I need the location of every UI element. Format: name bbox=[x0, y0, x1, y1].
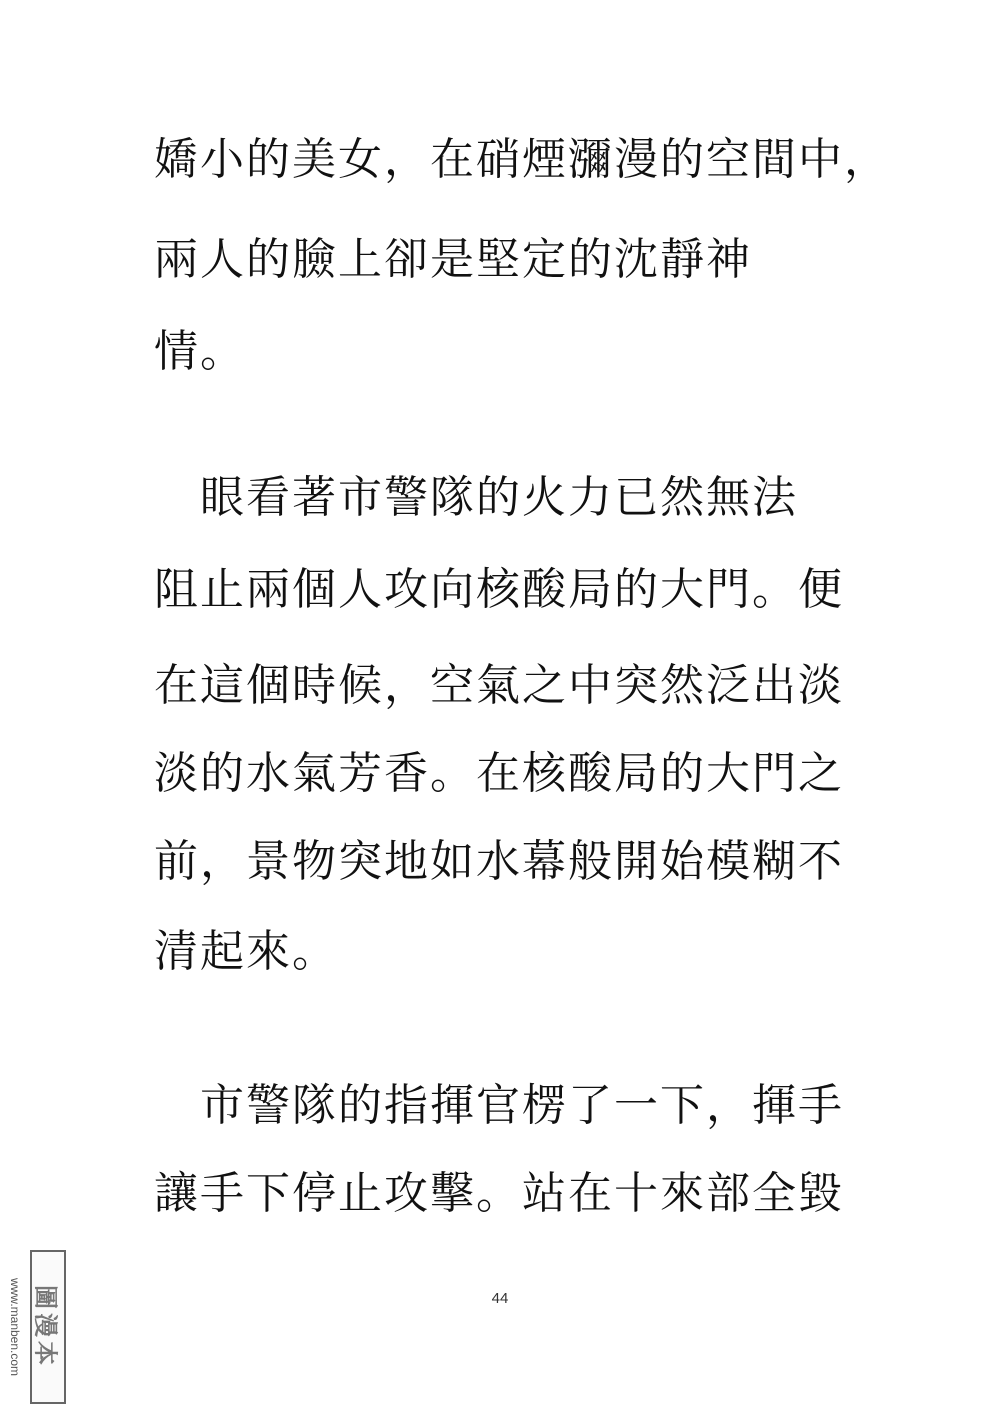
text-line-1: 嬌小的美女，在硝煙瀰漫的空間中， bbox=[154, 134, 890, 185]
text-line-3: 情。 bbox=[154, 326, 246, 377]
text-line-10: 市警隊的指揮官楞了一下，揮手 bbox=[154, 1080, 844, 1131]
watermark-logo-text: 圖漫本 bbox=[31, 1285, 60, 1369]
text-line-9: 清起來。 bbox=[154, 926, 338, 977]
text-line-6: 在這個時候，空氣之中突然泛出淡 bbox=[154, 660, 844, 711]
text-line-5: 阻止兩個人攻向核酸局的大門。便 bbox=[154, 564, 844, 615]
text-line-8: 前，景物突地如水幕般開始模糊不 bbox=[154, 836, 844, 887]
watermark-logo bbox=[30, 1250, 66, 1404]
watermark-url-text: www.manben.com bbox=[8, 1277, 22, 1377]
text-line-11: 讓手下停止攻擊。站在十來部全毀 bbox=[154, 1168, 844, 1219]
text-line-4: 眼看著市警隊的火力已然無法 bbox=[154, 472, 798, 523]
text-line-2: 兩人的臉上卻是堅定的沈靜神 bbox=[154, 234, 752, 285]
watermark bbox=[4, 1248, 68, 1406]
text-line-7: 淡的水氣芳香。在核酸局的大門之 bbox=[154, 748, 844, 799]
watermark-url bbox=[4, 1248, 26, 1406]
page-number: 44 bbox=[491, 1290, 509, 1307]
